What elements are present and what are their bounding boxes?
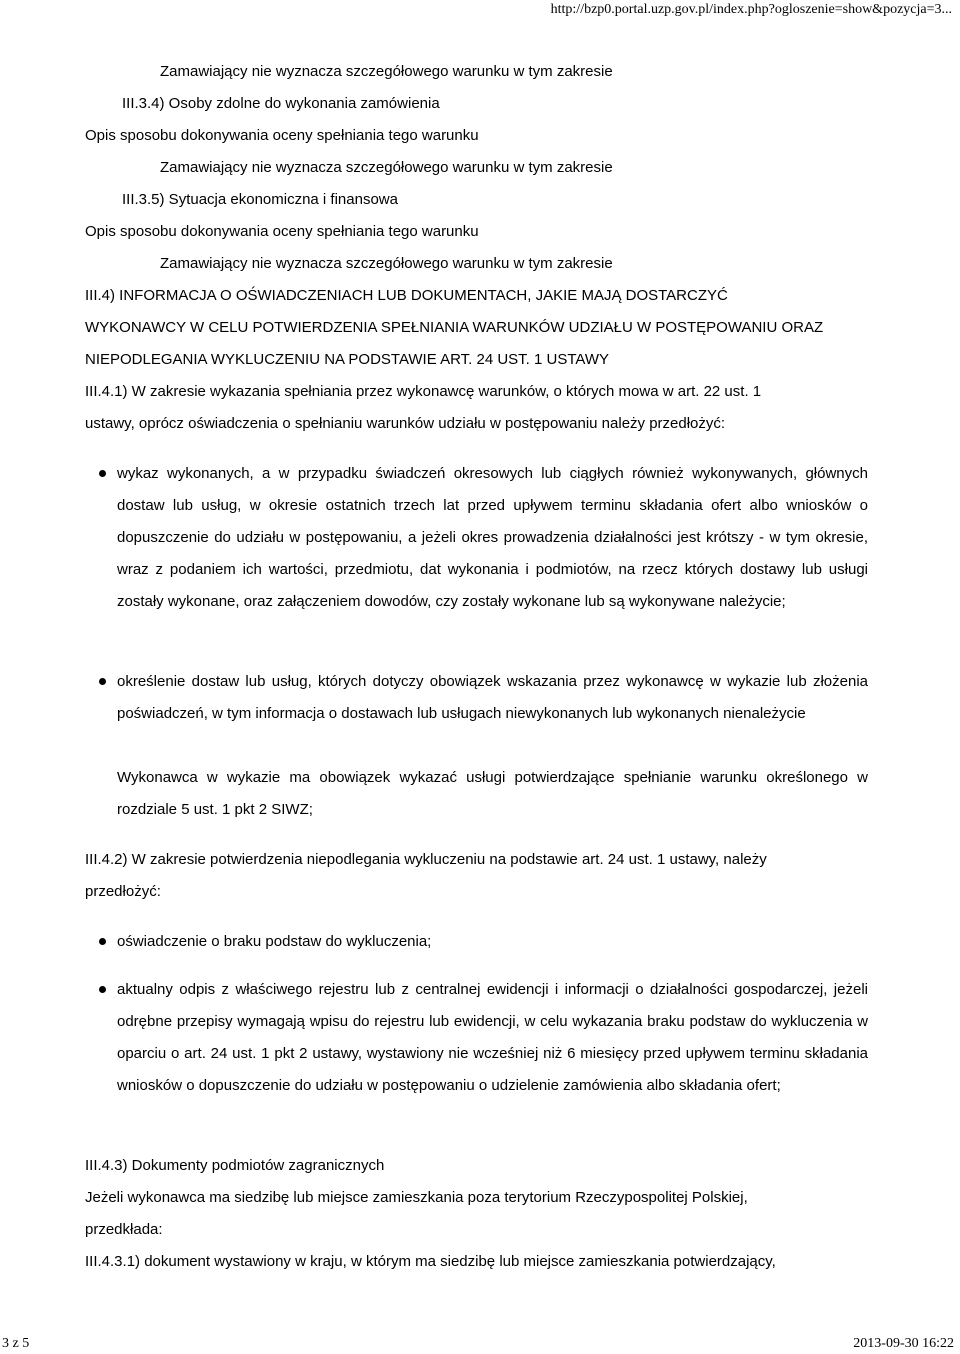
condition-text: Zamawiający nie wyznacza szczegółowego warunku w tym zakresie — [160, 255, 613, 272]
section-heading-line: WYKONAWCY W CELU POTWIERDZENIA SPEŁNIANIA WARUNKÓW UDZIAŁU W POSTĘPOWANIU ORAZ — [85, 319, 824, 336]
page-number: 3 z 5 — [2, 1336, 30, 1351]
subsection-heading: III.4.2) W zakresie potwierdzenia niepodlegania wykluczeniu na podstawie art. 24 ust. 1 ustawy, należy — [85, 851, 767, 868]
section-heading: III.3.5) Sytuacja ekonomiczna i finansowa — [122, 191, 398, 208]
bullet-icon — [99, 470, 106, 477]
list-item: wykaz wykonanych, a w przypadku świadczeń okresowych lub ciągłych również wykonywanych, głównych dostaw lub usług, w okresie ostatnich trzech lat przed upływem terminu składania ofert albo wniosków o dopuszczenie do udziału w postępowaniu, a jeżeli okres prowadzenia działalności jest krótszy - w tym okresie, wraz z podaniem ich wartości, przedmiotu, dat wykonania i podmiotów, na rzecz których dostawy lub usługi zostały wykonane, oraz załączeniem dowodów, czy zostały wykonane lub są wykonywane należycie; — [117, 465, 868, 610]
subsection-heading: ustawy, oprócz oświadczenia o spełnianiu warunków udziału w postępowaniu należy przedłożyć: — [85, 415, 726, 432]
subsection-heading: III.4.1) W zakresie wykazania spełniania przez wykonawcę warunków, o których mowa w art. 22 ust. 1 — [85, 383, 762, 400]
condition-label: Opis sposobu dokonywania oceny spełniania tego warunku — [85, 223, 479, 240]
condition-text: Zamawiający nie wyznacza szczegółowego warunku w tym zakresie — [160, 63, 613, 80]
section-heading-line: NIEPODLEGANIA WYKLUCZENIU NA PODSTAWIE ART. 24 UST. 1 USTAWY — [85, 351, 610, 368]
list-item: oświadczenie o braku podstaw do wykluczenia; — [117, 933, 432, 950]
list-item-note: Wykonawca w wykazie ma obowiązek wykazać usługi potwierdzające spełnianie warunku określonego w rozdziale 5 ust. 1 pkt 2 SIWZ; — [117, 769, 868, 818]
list-item: aktualny odpis z właściwego rejestru lub z centralnej ewidencji i informacji o działalności gospodarczej, jeżeli odrębne przepisy wymagają wpisu do rejestru lub ewidencji, w celu wykazania braku podstaw do wykluczenia w oparciu o art. 24 ust. 1 pkt 2 ustawy, wystawiony nie wcześniej niż 6 miesięcy przed upływem terminu składania wniosków o dopuszczenie do udziału w postępowaniu o udzielenie zamówienia albo składania ofert; — [117, 981, 868, 1094]
section-heading: III.3.4) Osoby zdolne do wykonania zamówienia — [122, 95, 440, 112]
bullet-icon — [99, 986, 106, 993]
subsection-heading: przedłożyć: — [85, 883, 161, 900]
print-datetime: 2013-09-30 16:22 — [853, 1336, 954, 1351]
bullet-icon — [99, 938, 106, 945]
page-url: http://bzp0.portal.uzp.gov.pl/index.php?ogloszenie=show&pozycja=3... — [550, 2, 952, 17]
subsection-text: przedkłada: — [85, 1221, 163, 1238]
subsection-text: Jeżeli wykonawca ma siedzibę lub miejsce zamieszkania poza terytorium Rzeczypospolitej Polskiej, — [85, 1189, 748, 1206]
subsection-heading: III.4.3.1) dokument wystawiony w kraju, w którym ma siedzibę lub miejsce zamieszkania potwierdzający, — [85, 1253, 776, 1270]
subsection-heading: III.4.3) Dokumenty podmiotów zagranicznych — [85, 1157, 385, 1174]
section-heading-line: III.4) INFORMACJA O OŚWIADCZENIACH LUB DOKUMENTACH, JAKIE MAJĄ DOSTARCZYĆ — [85, 287, 728, 304]
condition-text: Zamawiający nie wyznacza szczegółowego warunku w tym zakresie — [160, 159, 613, 176]
bullet-icon — [99, 678, 106, 685]
condition-label: Opis sposobu dokonywania oceny spełniania tego warunku — [85, 127, 479, 144]
list-item: określenie dostaw lub usług, których dotyczy obowiązek wskazania przez wykonawcę w wykazie lub złożenia poświadczeń, w tym informacja o dostawach lub usługach niewykonanych lub wykonanych nienależycie — [117, 673, 868, 722]
